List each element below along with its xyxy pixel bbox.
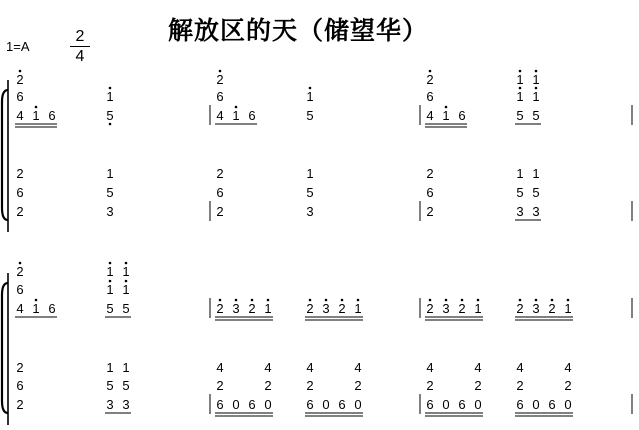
bass-chord-note: 2 — [264, 378, 272, 393]
bass-chord-note: 5 — [122, 378, 130, 393]
treble-chord-note: 1 — [106, 89, 114, 104]
bass-note: 0 — [564, 397, 572, 412]
bass-note: 6 — [306, 397, 314, 412]
bass-note: 0 — [532, 397, 540, 412]
treble-note: 6 — [48, 301, 56, 316]
key-signature: 1=A — [6, 39, 30, 54]
treble-chord-octave-dot — [125, 280, 128, 283]
bass-chord-note: 6 — [216, 185, 224, 200]
system-brace — [2, 283, 8, 413]
treble-note: 2 — [248, 301, 256, 316]
treble-note-octave-dot — [519, 299, 522, 302]
bass-note: 3 — [516, 204, 524, 219]
treble-chord-note: 6 — [216, 89, 224, 104]
treble-note: 2 — [338, 301, 346, 316]
bass-note: 3 — [122, 397, 130, 412]
bass-chord-note: 1 — [516, 166, 524, 181]
treble-note-octave-dot — [567, 299, 570, 302]
bass-chord-note: 4 — [354, 360, 362, 375]
bass-chord-note: 4 — [516, 360, 524, 375]
treble-chord-note: 1 — [532, 89, 540, 104]
bass-chord-note: 5 — [106, 378, 114, 393]
treble-note: 1 — [32, 108, 40, 123]
bass-chord-note: 5 — [106, 185, 114, 200]
treble-chord-note: 2 — [426, 72, 434, 87]
treble-chord-note: 1 — [122, 282, 130, 297]
bass-note: 2 — [16, 397, 24, 412]
bass-chord-note: 2 — [354, 378, 362, 393]
treble-chord-note: 6 — [16, 89, 24, 104]
bass-chord-note: 6 — [426, 185, 434, 200]
bass-chord-note: 2 — [564, 378, 572, 393]
treble-note: 2 — [216, 301, 224, 316]
treble-note-octave-dot — [35, 106, 38, 109]
treble-chord-octave-dot — [125, 262, 128, 265]
treble-note: 1 — [474, 301, 482, 316]
treble-note: 5 — [306, 108, 314, 123]
bass-chord-note: 1 — [122, 360, 130, 375]
bass-note: 6 — [248, 397, 256, 412]
bass-chord-note: 2 — [216, 378, 224, 393]
bass-chord-note: 5 — [532, 185, 540, 200]
bass-note: 6 — [338, 397, 346, 412]
bass-note: 0 — [474, 397, 482, 412]
bass-note: 6 — [216, 397, 224, 412]
bass-chord-note: 5 — [516, 185, 524, 200]
bass-chord-note: 1 — [106, 166, 114, 181]
treble-chord-note: 1 — [122, 264, 130, 279]
bass-note: 0 — [264, 397, 272, 412]
treble-note: 2 — [548, 301, 556, 316]
treble-note-octave-dot — [325, 299, 328, 302]
bass-chord-note: 4 — [306, 360, 314, 375]
treble-note: 3 — [532, 301, 540, 316]
bass-chord-note: 1 — [532, 166, 540, 181]
bass-note: 6 — [458, 397, 466, 412]
treble-note: 2 — [306, 301, 314, 316]
bass-chord-note: 1 — [106, 360, 114, 375]
treble-note-octave-dot — [551, 299, 554, 302]
treble-chord-note: 1 — [516, 89, 524, 104]
treble-chord-note: 1 — [532, 72, 540, 87]
bass-note: 6 — [516, 397, 524, 412]
treble-note-octave-dot — [357, 299, 360, 302]
treble-note: 5 — [122, 301, 130, 316]
treble-note: 5 — [516, 108, 524, 123]
bass-chord-note: 4 — [426, 360, 434, 375]
treble-note: 4 — [426, 108, 434, 123]
treble-chord-note: 1 — [106, 282, 114, 297]
bass-chord-note: 1 — [306, 166, 314, 181]
bass-note: 0 — [442, 397, 450, 412]
bass-chord-note: 4 — [564, 360, 572, 375]
treble-note-octave-dot — [461, 299, 464, 302]
bass-note: 2 — [426, 204, 434, 219]
treble-note-octave-dot — [35, 299, 38, 302]
treble-note-octave-dot — [445, 299, 448, 302]
treble-note-octave-dot — [445, 106, 448, 109]
treble-note-octave-dot — [477, 299, 480, 302]
bass-chord-note: 6 — [16, 185, 24, 200]
treble-chord-octave-dot — [309, 87, 312, 90]
treble-chord-note: 6 — [426, 89, 434, 104]
treble-chord-octave-dot — [535, 70, 538, 73]
treble-chord-octave-dot — [109, 87, 112, 90]
treble-note: 1 — [32, 301, 40, 316]
time-signature-top: 2 — [75, 28, 85, 45]
treble-note: 2 — [458, 301, 466, 316]
bass-note: 6 — [548, 397, 556, 412]
bass-note: 3 — [106, 204, 114, 219]
bass-note: 0 — [322, 397, 330, 412]
bass-chord-note: 2 — [216, 166, 224, 181]
bass-chord-note: 2 — [474, 378, 482, 393]
treble-note-octave-dot — [235, 299, 238, 302]
treble-chord-note: 1 — [306, 89, 314, 104]
bass-chord-note: 5 — [306, 185, 314, 200]
treble-chord-note: 2 — [16, 264, 24, 279]
treble-note: 3 — [442, 301, 450, 316]
score-title: 解放区的天（储望华） — [168, 16, 429, 45]
treble-note-octave-dot — [341, 299, 344, 302]
treble-note: 5 — [106, 108, 114, 123]
bass-chord-note: 6 — [16, 378, 24, 393]
bass-note: 3 — [106, 397, 114, 412]
treble-chord-note: 1 — [106, 264, 114, 279]
treble-note: 5 — [106, 301, 114, 316]
bass-chord-note: 2 — [16, 166, 24, 181]
treble-note-octave-dot — [219, 299, 222, 302]
treble-note: 2 — [516, 301, 524, 316]
treble-note: 6 — [248, 108, 256, 123]
bass-note: 2 — [216, 204, 224, 219]
treble-note-octave-dot — [251, 299, 254, 302]
bass-chord-note: 4 — [216, 360, 224, 375]
treble-note: 4 — [16, 301, 24, 316]
system-brace — [2, 90, 8, 220]
treble-note-octave-dot — [429, 299, 432, 302]
treble-note: 3 — [322, 301, 330, 316]
treble-chord-octave-dot — [519, 70, 522, 73]
bass-note: 3 — [306, 204, 314, 219]
treble-chord-octave-dot — [219, 70, 222, 73]
treble-chord-octave-dot — [429, 70, 432, 73]
treble-chord-octave-dot — [109, 262, 112, 265]
treble-note: 1 — [564, 301, 572, 316]
bass-chord-note: 2 — [306, 378, 314, 393]
treble-note-octave-dot — [235, 106, 238, 109]
treble-chord-note: 2 — [216, 72, 224, 87]
treble-note: 1 — [264, 301, 272, 316]
treble-chord-octave-dot — [519, 87, 522, 90]
treble-chord-octave-dot — [535, 87, 538, 90]
bass-chord-note: 2 — [516, 378, 524, 393]
bass-chord-note: 2 — [426, 378, 434, 393]
bass-chord-note: 2 — [426, 166, 434, 181]
bass-note: 0 — [232, 397, 240, 412]
bass-note: 6 — [426, 397, 434, 412]
treble-chord-note: 1 — [516, 72, 524, 87]
treble-note-octave-dot — [267, 299, 270, 302]
treble-note-octave-dot — [309, 299, 312, 302]
bass-chord-note: 4 — [474, 360, 482, 375]
treble-chord-note: 6 — [16, 282, 24, 297]
treble-note-octave-dot — [109, 123, 112, 126]
treble-note: 5 — [532, 108, 540, 123]
treble-note: 2 — [426, 301, 434, 316]
bass-note: 0 — [354, 397, 362, 412]
treble-note: 1 — [354, 301, 362, 316]
bass-note: 2 — [16, 204, 24, 219]
treble-chord-note: 2 — [16, 72, 24, 87]
treble-note: 6 — [458, 108, 466, 123]
treble-chord-octave-dot — [109, 280, 112, 283]
time-signature-bottom: 4 — [75, 48, 85, 65]
treble-note: 6 — [48, 108, 56, 123]
treble-note: 1 — [442, 108, 450, 123]
treble-chord-octave-dot — [19, 70, 22, 73]
bass-chord-note: 4 — [264, 360, 272, 375]
treble-note: 3 — [232, 301, 240, 316]
treble-chord-octave-dot — [19, 262, 22, 265]
treble-note: 4 — [16, 108, 24, 123]
treble-note-octave-dot — [535, 299, 538, 302]
bass-chord-note: 2 — [16, 360, 24, 375]
bass-note: 3 — [532, 204, 540, 219]
treble-note: 1 — [232, 108, 240, 123]
treble-note: 4 — [216, 108, 224, 123]
